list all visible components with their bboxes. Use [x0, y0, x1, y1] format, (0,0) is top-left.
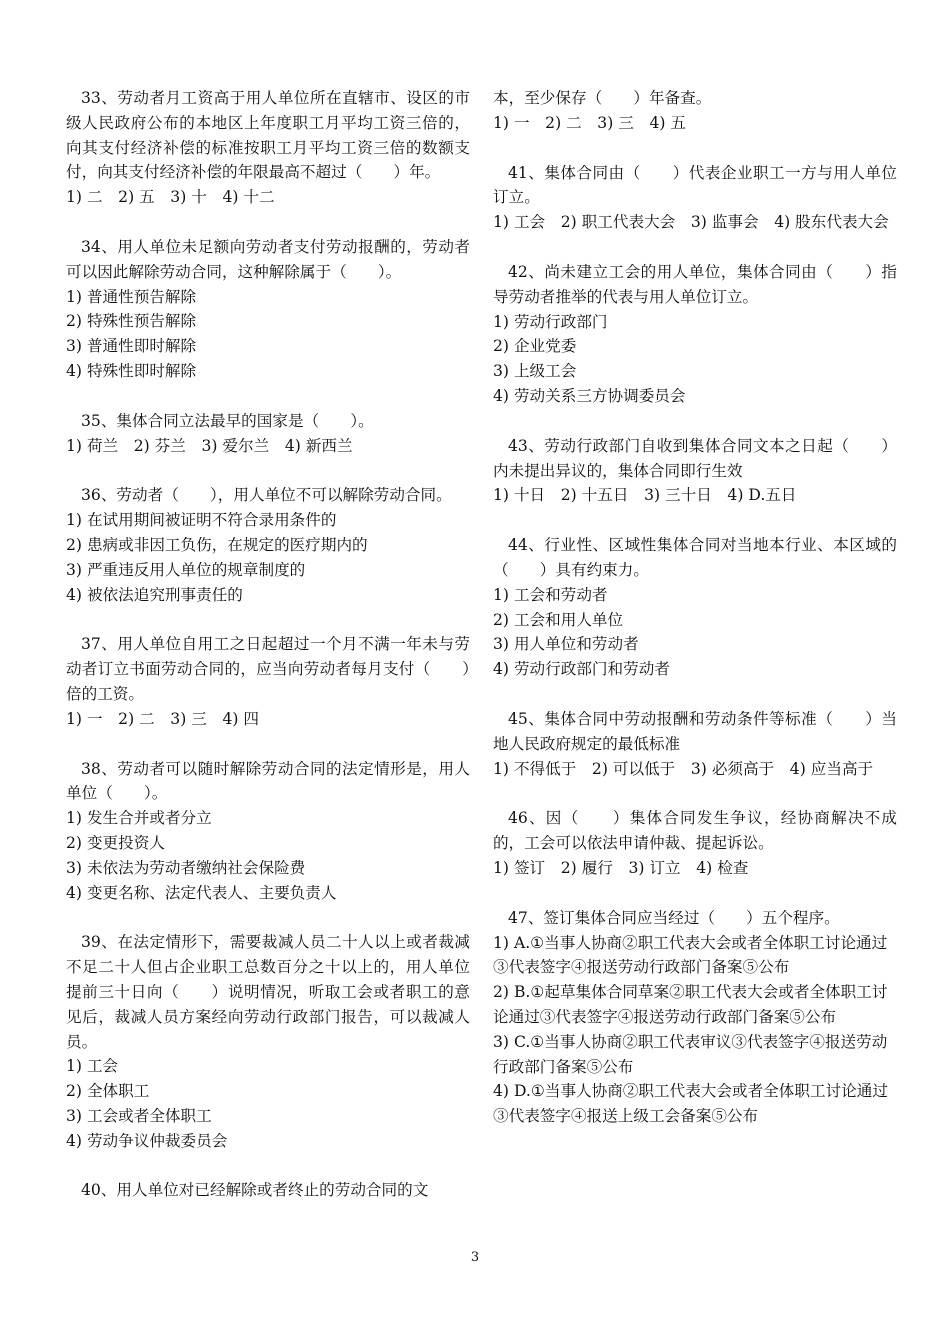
- question-option: 1) 劳动行政部门: [493, 312, 608, 331]
- question-34: [66, 235, 470, 384]
- question-option: 3) 用人单位和劳动者: [493, 635, 639, 654]
- question-stem: 44、行业性、区域性集体合同对当地本行业、本区域的（ ）具有约束力。: [493, 536, 897, 579]
- question-45: [493, 707, 897, 781]
- question-option: 4) 变更名称、法定代表人、主要负责人: [66, 883, 337, 902]
- question-41: [493, 161, 897, 235]
- question-option: 4) 特殊性即时解除: [66, 361, 197, 380]
- question-option: 1) A.①当事人协商②职工代表大会或者全体职工讨论通过③代表签字④报送劳动行政部门备案⑤公布: [493, 933, 888, 977]
- question-option: 1) 在试用期间被证明不符合录用条件的: [66, 511, 337, 530]
- question-46: [493, 806, 897, 880]
- page-number: 3: [470, 1250, 480, 1265]
- question-option: 1) 工会 2) 职工代表大会 3) 监事会 4) 股东代表大会: [493, 213, 889, 232]
- question-35: [66, 409, 470, 459]
- question-stem: 39、在法定情形下，需要裁减人员二十人以上或者裁减不足二十人但占企业职工总数百分之十以上的，用人单位提前三十日向（ ）说明情况，听取工会或者职工的意见后，裁减人员方案经向劳动行政部门报告，可以裁减人员。: [66, 933, 470, 1051]
- question-47: [493, 906, 897, 1129]
- question-38: [66, 757, 470, 906]
- question-40: [66, 1178, 470, 1203]
- question-option: 4) 劳动关系三方协调委员会: [493, 386, 686, 405]
- question-option: 3) 上级工会: [493, 362, 577, 381]
- left-column: [66, 86, 470, 1228]
- question-option: 2) 患病或非因工负伤，在规定的医疗期内的: [66, 535, 368, 554]
- question-option: 2) 特殊性预告解除: [66, 312, 197, 331]
- question-39: [66, 930, 470, 1153]
- question-stem: 36、劳动者（ ），用人单位不可以解除劳动合同。: [81, 486, 452, 505]
- question-stem: 33、劳动者月工资高于用人单位所在直辖市、设区的市级人民政府公布的本地区上年度职工月平均工资三倍的，向其支付经济补偿的标准按职工月平均工资三倍的数额支付，向其支付经济补偿的年限最高不超过（ ）年。: [66, 89, 470, 182]
- question-option: 1) 发生合并或者分立: [66, 809, 212, 828]
- question-option: 2) 变更投资人: [66, 833, 165, 852]
- question-options: 1) 二 2) 五 3) 十 4) 十二: [66, 188, 275, 207]
- question-40-continued: [493, 86, 897, 136]
- question-option: 2) 全体职工: [66, 1082, 150, 1101]
- question-stem: 37、用人单位自用工之日起超过一个月不满一年未与劳动者订立书面劳动合同的，应当向劳动者每月支付（ ）倍的工资。: [66, 635, 470, 703]
- question-stem-continuation: 本，至少保存（ ）年备查。: [493, 89, 712, 107]
- question-option: 4) 劳动争议仲裁委员会: [66, 1131, 228, 1150]
- question-33: [66, 86, 470, 210]
- question-stem: 40、用人单位对已经解除或者终止的劳动合同的文: [81, 1181, 429, 1200]
- question-option: 3) C.①当事人协商②职工代表审议③代表签字④报送劳动行政部门备案⑤公布: [493, 1032, 888, 1076]
- question-option: 4) D.①当事人协商②职工代表大会或者全体职工讨论通过③代表签字④报送上级工会备案⑤公布: [493, 1082, 888, 1126]
- question-options: 1) 荷兰 2) 芬兰 3) 爱尔兰 4) 新西兰: [66, 436, 353, 455]
- question-option: 2) 工会和用人单位: [493, 610, 624, 629]
- question-option: 1) 不得低于 2) 可以低于 3) 必须高于 4) 应当高于: [493, 759, 874, 778]
- question-stem: 38、劳动者可以随时解除劳动合同的法定情形是，用人单位（ ）。: [66, 759, 470, 803]
- question-stem: 34、用人单位未足额向劳动者支付劳动报酬的，劳动者可以因此解除劳动合同，这种解除属于（ ）。: [66, 237, 470, 281]
- question-stem: 42、尚未建立工会的用人单位，集体合同由（ ）指导劳动者推举的代表与用人单位订立。: [493, 262, 897, 306]
- question-options: 1) 十日 2) 十五日 3) 三十日 4) D.五日: [493, 486, 797, 505]
- right-column: [493, 86, 897, 1154]
- question-44: [493, 533, 897, 682]
- question-option: 4) 被依法追究刑事责任的: [66, 585, 243, 604]
- question-stem: 43、劳动行政部门自收到集体合同文本之日起（ ）内未提出异议的，集体合同即行生效: [493, 436, 897, 480]
- question-option: 3) 工会或者全体职工: [66, 1106, 212, 1125]
- question-stem: 41、集体合同由（ ）代表企业职工一方与用人单位订立。: [493, 163, 897, 207]
- question-36: [66, 483, 470, 607]
- question-option: 1) 工会和劳动者: [493, 585, 608, 604]
- question-options: 1) 签订 2) 履行 3) 订立 4) 检查: [493, 858, 749, 877]
- question-options: 1) 一 2) 二 3) 三 4) 四: [66, 709, 260, 728]
- question-stem: 47、签订集体合同应当经过（ ）五个程序。: [508, 908, 840, 927]
- question-43: [493, 434, 897, 508]
- question-option: 3) 普通性即时解除: [66, 337, 197, 356]
- question-37: [66, 632, 470, 731]
- question-stem: 35、集体合同立法最早的国家是（ ）。: [81, 411, 374, 430]
- question-options: 1) 一 2) 二 3) 三 4) 五: [493, 113, 687, 132]
- question-stem: 46、因（ ）集体合同发生争议，经协商解决不成的，工会可以依法申请仲裁、提起诉讼。: [493, 809, 897, 853]
- question-option: 1) 工会: [66, 1057, 119, 1076]
- question-option: 2) B.①起草集体合同草案②职工代表大会或者全体职工讨论通过③代表签字④报送劳动行政部门备案⑤公布: [493, 983, 888, 1026]
- question-option: 2) 企业党委: [493, 337, 577, 356]
- question-option: 1) 普通性预告解除: [66, 287, 197, 306]
- question-option: 3) 未依法为劳动者缴纳社会保险费: [66, 858, 306, 877]
- question-42: [493, 260, 897, 409]
- question-option: 3) 严重违反用人单位的规章制度的: [66, 560, 306, 579]
- question-stem: 45、集体合同中劳动报酬和劳动条件等标准（ ）当地人民政府规定的最低标准: [493, 709, 897, 753]
- question-option: 4) 劳动行政部门和劳动者: [493, 660, 670, 679]
